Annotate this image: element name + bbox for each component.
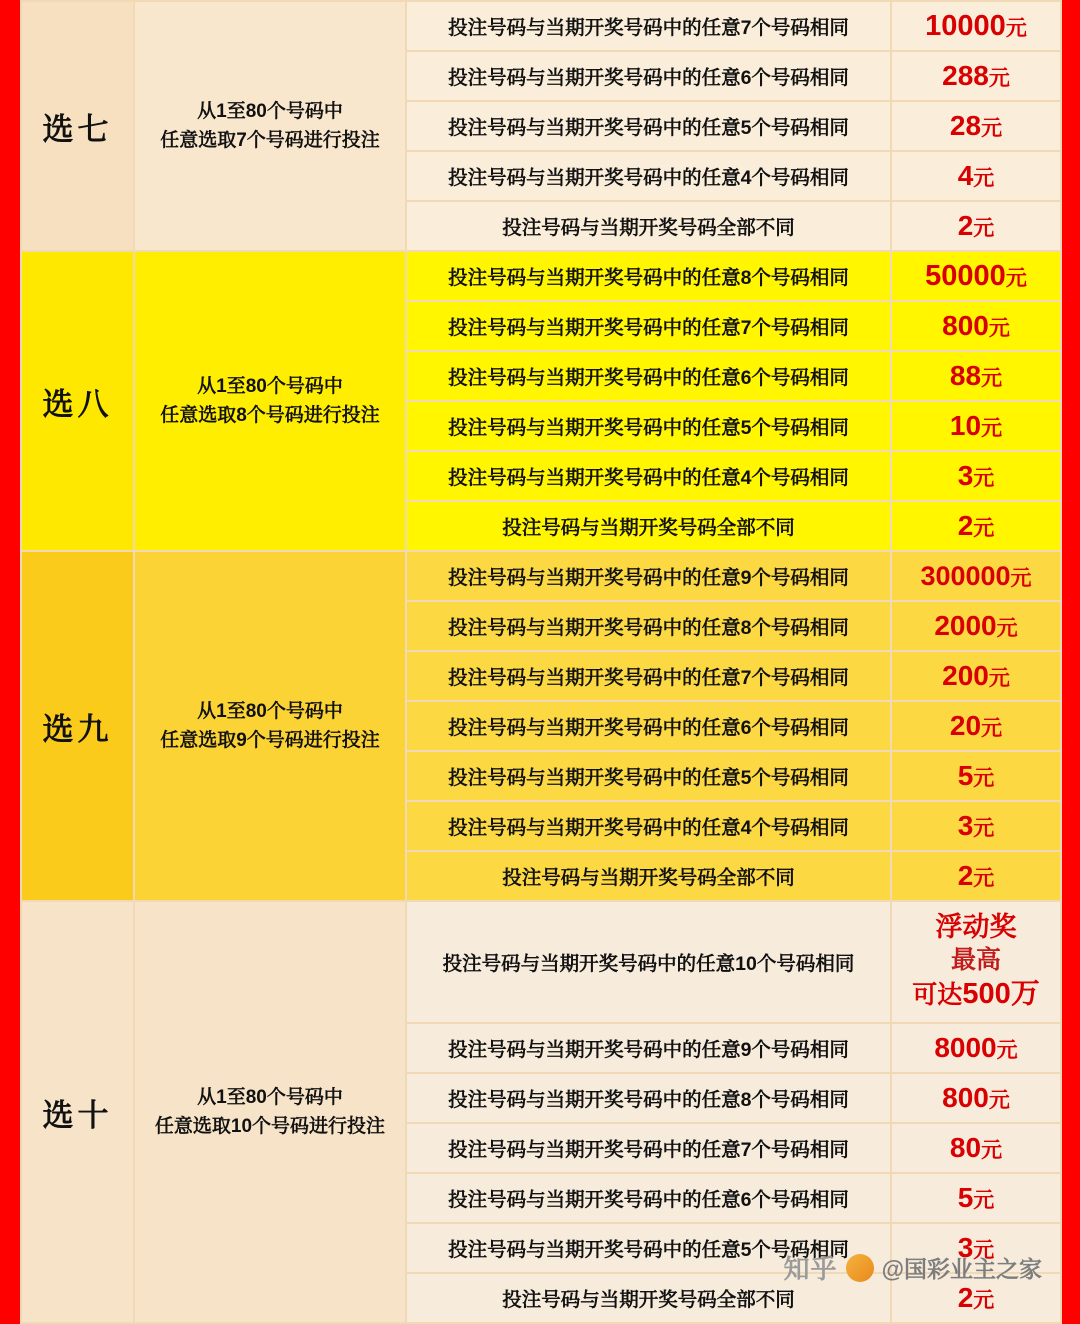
prize-cell: 300000元 (891, 551, 1061, 601)
prize-cell: 10元 (891, 401, 1061, 451)
condition-cell: 投注号码与当期开奖号码中的任意7个号码相同 (406, 1, 891, 51)
condition-cell: 投注号码与当期开奖号码中的任意7个号码相同 (406, 301, 891, 351)
prize-cell: 800元 (891, 1073, 1061, 1123)
condition-cell: 投注号码与当期开奖号码中的任意10个号码相同 (406, 901, 891, 1023)
condition-cell: 投注号码与当期开奖号码中的任意7个号码相同 (406, 1123, 891, 1173)
condition-cell: 投注号码与当期开奖号码全部不同 (406, 201, 891, 251)
condition-cell: 投注号码与当期开奖号码中的任意6个号码相同 (406, 701, 891, 751)
prize-cell: 3元 (891, 451, 1061, 501)
prize-table-sheet (20, 0, 1060, 1313)
prize-cell: 4元 (891, 151, 1061, 201)
table-row (21, 251, 1061, 301)
group-rule-xuanqi (134, 1, 406, 251)
group-name-xuanba: 选八 (21, 251, 134, 551)
rule-line-2: 任意选取7个号码进行投注 (160, 130, 380, 151)
user-avatar-icon (846, 1254, 874, 1282)
group-name-xuanshi: 选十 (21, 901, 134, 1323)
float-prize-amount: 可达500万 (912, 978, 1040, 1011)
prize-cell: 2元 (891, 1273, 1061, 1323)
condition-cell: 投注号码与当期开奖号码全部不同 (406, 501, 891, 551)
condition-cell: 投注号码与当期开奖号码中的任意6个号码相同 (406, 51, 891, 101)
condition-cell: 投注号码与当期开奖号码中的任意5个号码相同 (406, 101, 891, 151)
condition-cell: 投注号码与当期开奖号码中的任意9个号码相同 (406, 1023, 891, 1073)
prize-cell: 8000元 (891, 1023, 1061, 1073)
condition-cell: 投注号码与当期开奖号码中的任意7个号码相同 (406, 651, 891, 701)
condition-cell: 投注号码与当期开奖号码中的任意4个号码相同 (406, 801, 891, 851)
prize-table (20, 0, 1062, 1324)
table-row (21, 901, 1061, 1023)
prize-cell: 2元 (891, 851, 1061, 901)
condition-cell: 投注号码与当期开奖号码中的任意9个号码相同 (406, 551, 891, 601)
condition-cell: 投注号码与当期开奖号码中的任意6个号码相同 (406, 1173, 891, 1223)
rule-line-1: 从1至80个号码中 (197, 100, 343, 122)
rule-line-2: 任意选取8个号码进行投注 (160, 405, 380, 426)
condition-cell: 投注号码与当期开奖号码中的任意4个号码相同 (406, 451, 891, 501)
prize-cell: 288元 (891, 51, 1061, 101)
condition-cell: 投注号码与当期开奖号码中的任意5个号码相同 (406, 751, 891, 801)
group-name-xuanqi: 选七 (21, 1, 134, 251)
prize-cell: 800元 (891, 301, 1061, 351)
rule-line-1: 从1至80个号码中 (197, 375, 343, 397)
prize-cell: 50000元 (891, 251, 1061, 301)
prize-cell: 2000元 (891, 601, 1061, 651)
prize-cell: 200元 (891, 651, 1061, 701)
group-name-xuanjiu: 选九 (21, 551, 134, 901)
prize-cell: 3元 (891, 801, 1061, 851)
prize-cell: 2元 (891, 501, 1061, 551)
condition-cell: 投注号码与当期开奖号码中的任意5个号码相同 (406, 401, 891, 451)
prize-cell: 88元 (891, 351, 1061, 401)
prize-cell: 5元 (891, 1173, 1061, 1223)
prize-cell: 28元 (891, 101, 1061, 151)
prize-cell: 10000元 (891, 1, 1061, 51)
rule-line-2: 任意选取10个号码进行投注 (154, 1116, 386, 1137)
table-row (21, 1, 1061, 51)
zhihu-logo: 知乎 (783, 1254, 838, 1284)
float-prize-title: 浮动奖 (935, 912, 1017, 943)
float-prize-max-label: 最高 (950, 946, 1001, 975)
condition-cell: 投注号码与当期开奖号码全部不同 (406, 1273, 891, 1323)
prize-cell: 5元 (891, 751, 1061, 801)
group-rule-xuanba (134, 251, 406, 551)
rule-line-2: 任意选取9个号码进行投注 (160, 730, 380, 751)
prize-cell: 20元 (891, 701, 1061, 751)
rule-line-1: 从1至80个号码中 (197, 700, 343, 722)
prize-cell: 2元 (891, 201, 1061, 251)
prize-cell: 3元 (891, 1223, 1061, 1273)
condition-cell: 投注号码与当期开奖号码中的任意4个号码相同 (406, 151, 891, 201)
group-rule-xuanshi (134, 901, 406, 1323)
float-prize-cell (891, 901, 1061, 1023)
condition-cell: 投注号码与当期开奖号码中的任意8个号码相同 (406, 251, 891, 301)
condition-cell: 投注号码与当期开奖号码中的任意8个号码相同 (406, 601, 891, 651)
condition-cell: 投注号码与当期开奖号码中的任意8个号码相同 (406, 1073, 891, 1123)
prize-cell: 80元 (891, 1123, 1061, 1173)
watermark-handle: @国彩业主之家 (881, 1256, 1042, 1282)
rule-line-1: 从1至80个号码中 (197, 1086, 343, 1108)
watermark (784, 1249, 1042, 1286)
condition-cell: 投注号码与当期开奖号码中的任意5个号码相同 (406, 1223, 891, 1273)
group-rule-xuanjiu (134, 551, 406, 901)
table-row (21, 551, 1061, 601)
condition-cell: 投注号码与当期开奖号码全部不同 (406, 851, 891, 901)
condition-cell: 投注号码与当期开奖号码中的任意6个号码相同 (406, 351, 891, 401)
